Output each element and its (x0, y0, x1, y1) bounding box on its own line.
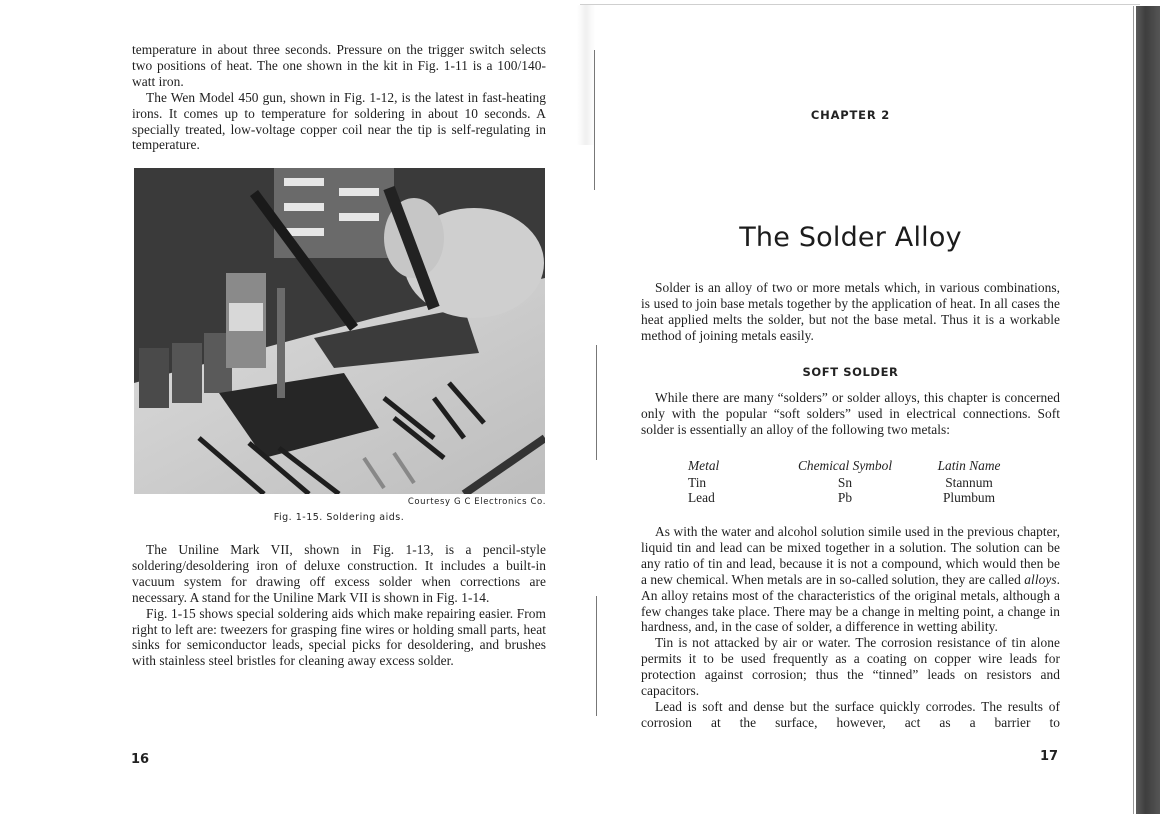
left-page-top-text (132, 42, 546, 153)
left-page-bottom-text (132, 542, 546, 669)
page-number-left: 16 (131, 752, 150, 767)
book-edge-shadow (1136, 6, 1160, 814)
soft-solder-text (641, 390, 1060, 438)
table-cell: Tin (688, 475, 707, 491)
alloy-text (641, 524, 1060, 731)
binding-mark (594, 50, 595, 190)
photo-illustration (134, 168, 545, 494)
paragraph (641, 524, 1060, 635)
table-cell: Plumbum (942, 490, 996, 506)
figure-caption: Fig. 1-15. Soldering aids. (273, 512, 405, 523)
paragraph: While there are many “solders” or solder alloys, this chapter is concerned only with the popular “soft solders” used in electrical connections. Soft solder is essentially an alloy of the following two metals: (641, 390, 1060, 437)
table-row (688, 490, 1028, 505)
paragraph: The Uniline Mark VII, shown in Fig. 1-13, is a pencil-style soldering/desoldering iron of deluxe construction. It includes a built-in vacuum system for drawing off excess solder when corrections are necessary. A stand for the Uniline Mark VII is shown in Fig. 1-14. (132, 542, 546, 605)
chapter-label: CHAPTER 2 (810, 108, 891, 122)
column-header: Metal (688, 458, 720, 473)
paragraph: Fig. 1-15 shows special soldering aids which make repairing easier. From right to left are: tweezers for grasping fine wires or holding small parts, heat sinks for semiconductor leads, special picks for desoldering, and brushes with stainless steel bristles for cleaning away excess solder. (132, 605, 546, 669)
paragraph: Lead is soft and dense but the surface quickly corrodes. The results of corrosion at the surface, however, act as a barrier to (641, 698, 1060, 730)
section-heading: SOFT SOLDER (802, 365, 899, 379)
column-header: Latin Name (937, 458, 1001, 473)
binding-mark (596, 345, 597, 460)
chapter-title: The Solder Alloy (739, 222, 962, 253)
italic-term: alloys (1024, 571, 1057, 587)
page-number-right: 17 (1040, 749, 1059, 764)
table-cell: Lead (688, 490, 715, 506)
metals-table (688, 458, 1028, 506)
text-run: As with the water and alcohol solution simile used in the previous chapter, liquid tin and lead can be mixed together in a solution. The solution can be any ratio of tin and lead, because it is not a compound, which would then be a new chemical. When metals are in so-called solution, they are called (641, 524, 1060, 587)
binding-mark (596, 596, 597, 716)
column-header: Chemical Symbol (797, 458, 893, 473)
table-cell: Pb (837, 490, 853, 506)
table-header-row (688, 458, 1028, 475)
binding-shadow (577, 5, 595, 145)
paragraph: The Wen Model 450 gun, shown in Fig. 1-12, is the latest in fast-heating irons. It comes up to temperature for soldering in about 10 seconds. A specially treated, low-voltage copper coil near the tip is self-regulating in temperature. (132, 89, 546, 153)
figure-photo-soldering-aids (134, 168, 545, 494)
paragraph: Tin is not attacked by air or water. The corrosion resistance of tin alone permits it to be used frequently as a coating on copper wire leads for protection against corrosion; thus the “tinned” leads on resistors and capacitors. (641, 635, 1060, 699)
figure-credit: Courtesy G C Electronics Co. (407, 497, 546, 507)
paragraph: temperature in about three seconds. Pressure on the trigger switch selects two positions of heat. The one shown in the kit in Fig. 1-11 is a 100/140-watt iron. (132, 42, 546, 89)
intro-text (641, 280, 1060, 344)
table-row (688, 475, 1028, 490)
page-edge-line (1133, 6, 1134, 814)
table-cell: Stannum (945, 475, 993, 491)
table-cell: Sn (837, 475, 853, 491)
text-run: . An alloy retains most of the characteristics of the original metals, although a few changes take place. There may be a change in melting point, a change in hardness, and, in the case of solder, a difference in wetting ability. (641, 571, 1060, 635)
paragraph: Solder is an alloy of two or more metals which, in various combinations, is used to join base metals together by the application of heat. In all cases the heat applied melts the solder, but not the base metal. Thus it is a workable method of joining metals easily. (641, 280, 1060, 343)
scan-top-edge (580, 4, 1140, 5)
